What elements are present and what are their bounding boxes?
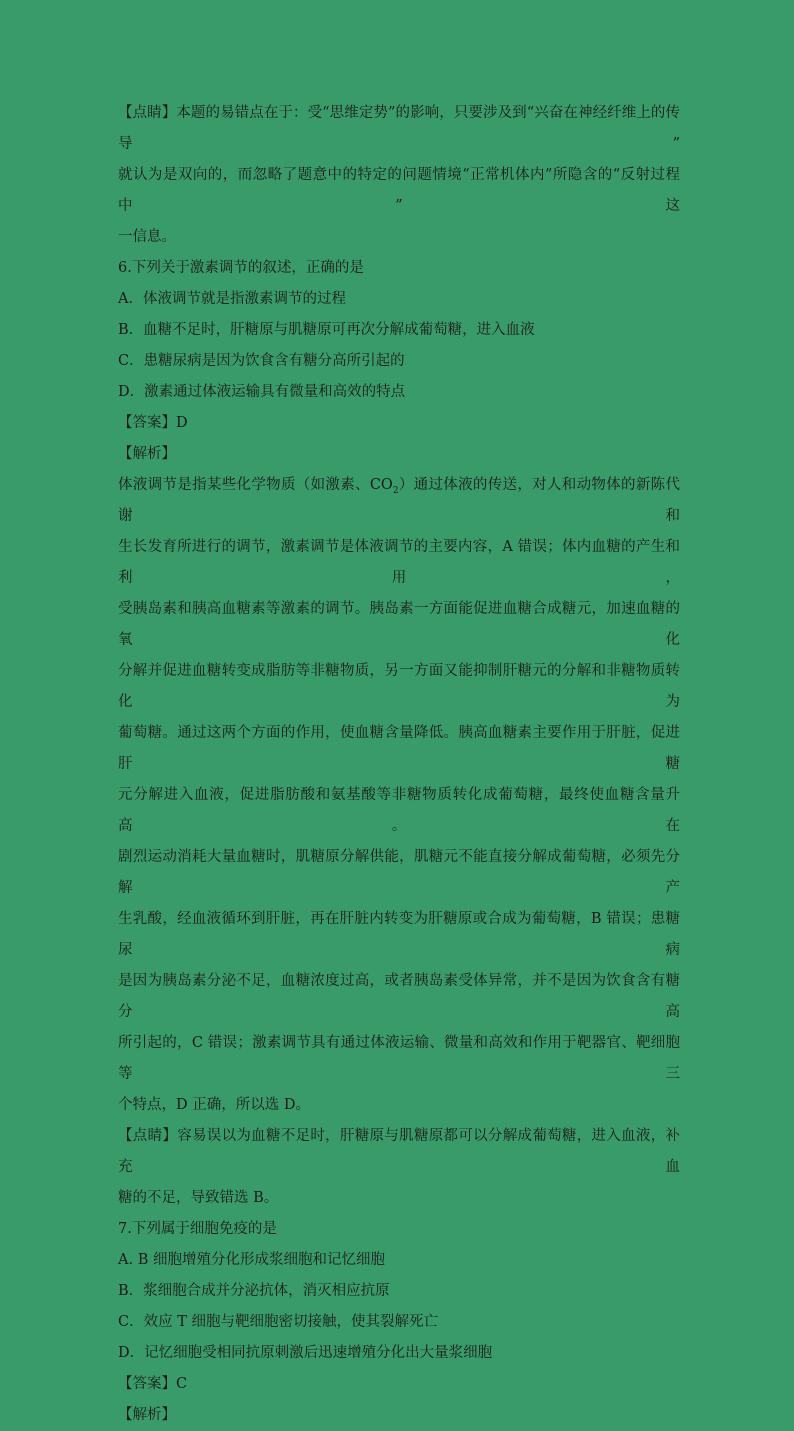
analysis-6-line-6: 元分解进入血液，促进脂肪酸和氨基酸等非糖物质转化成葡萄糖，最终使血糖含量升高。在 <box>118 787 680 834</box>
analysis-6-line-1-a: 体液调节是指某些化学物质（如激素、CO <box>118 477 393 493</box>
analysis-6-line-1-b: ）通过体液的传送，对人和动物体的新陈代谢和 <box>118 477 680 524</box>
analysis-6-line-8: 生乳酸，经血液循环到肝脏，再在肝脏内转变为肝糖原或合成为葡萄糖，B 错误；患糖尿病 <box>118 911 680 958</box>
question-6-option-c: C．患糖尿病是因为饮食含有糖分高所引起的 <box>118 353 405 369</box>
analysis-6-line-9: 是因为胰岛素分泌不足，血糖浓度过高，或者胰岛素受体异常，并不是因为饮食含有糖分高 <box>118 973 680 1020</box>
analysis-6-line-1 <box>118 470 680 532</box>
tip-6-line-1: 【点睛】容易误以为血糖不足时，肝糖原与肌糖原都可以分解成葡萄糖，进入血液，补充血 <box>118 1128 680 1175</box>
question-7-answer: 【答案】C <box>118 1376 188 1392</box>
tip-paragraph-line-2: 就认为是双向的，而忽略了题意中的特定的问题情境“正常机体内”所隐含的“反射过程中”这 <box>118 167 680 214</box>
analysis-6-line-5: 葡萄糖。通过这两个方面的作用，使血糖含量降低。胰高血糖素主要作用于肝脏，促进肝糖 <box>118 725 680 772</box>
analysis-6-line-3: 受胰岛素和胰高血糖素等激素的调节。胰岛素一方面能促进血糖合成糖元，加速血糖的氧化 <box>118 601 680 648</box>
question-7-stem: 7.下列属于细胞免疫的是 <box>118 1221 277 1237</box>
question-6-analysis-heading: 【解析】 <box>118 446 176 462</box>
analysis-6-line-2: 生长发育所进行的调节，激素调节是体液调节的主要内容，A 错误；体内血糖的产生和利用， <box>118 539 680 586</box>
question-6-option-a: A．体液调节就是指激素调节的过程 <box>118 291 346 307</box>
analysis-6-line-4: 分解并促进血糖转变成脂肪等非糖物质，另一方面又能抑制肝糖元的分解和非糖物质转化为 <box>118 663 680 710</box>
question-7-option-c: C．效应 T 细胞与靶细胞密切接触，使其裂解死亡 <box>118 1314 438 1330</box>
question-7-option-b: B．浆细胞合成并分泌抗体，消灭相应抗原 <box>118 1283 390 1299</box>
question-7-analysis-heading: 【解析】 <box>118 1407 176 1423</box>
co2-subscript: 2 <box>392 485 399 496</box>
question-6-answer: 【答案】D <box>118 415 188 431</box>
question-6-option-b: B．血糖不足时，肝糖原与肌糖原可再次分解成葡萄糖，进入血液 <box>118 322 535 338</box>
question-6-stem: 6.下列关于激素调节的叙述，正确的是 <box>118 260 364 276</box>
question-7-option-d: D．记忆细胞受相同抗原刺激后迅速增殖分化出大量浆细胞 <box>118 1345 493 1361</box>
question-6-option-d: D．激素通过体液运输具有微量和高效的特点 <box>118 384 406 400</box>
question-7-option-a: A. B 细胞增殖分化形成浆细胞和记忆细胞 <box>118 1252 385 1268</box>
analysis-6-line-11: 个特点，D 正确，所以选 D。 <box>118 1097 310 1113</box>
tip-paragraph-line-1: 【点睛】本题的易错点在于：受“思维定势”的影响，只要涉及到“兴奋在神经纤维上的传导” <box>118 105 680 152</box>
document-page <box>118 98 680 1431</box>
analysis-6-line-7: 剧烈运动消耗大量血糖时，肌糖原分解供能，肌糖元不能直接分解成葡萄糖，必须先分解产 <box>118 849 680 896</box>
analysis-6-line-10: 所引起的，C 错误；激素调节具有通过体液运输、微量和高效和作用于靶器官、靶细胞等三 <box>118 1035 680 1082</box>
tip-6-line-2: 糖的不足，导致错选 B。 <box>118 1190 279 1206</box>
tip-paragraph-line-3: 一信息。 <box>118 229 176 245</box>
